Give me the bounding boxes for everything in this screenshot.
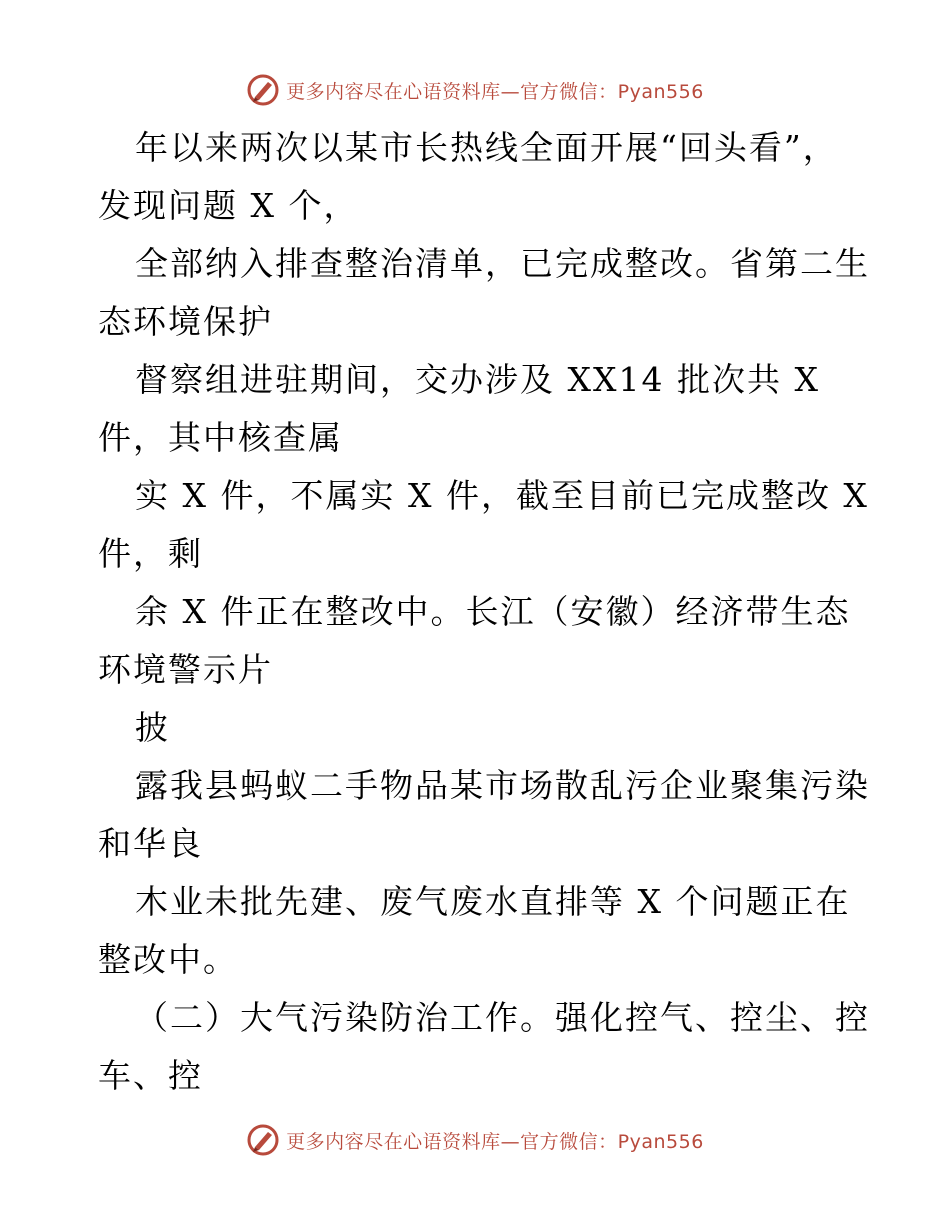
text-line: 和华良	[98, 824, 203, 863]
text-line: 披	[135, 708, 170, 747]
text-line: 件，剩	[98, 534, 203, 573]
text-line: 余 X 件正在整改中。长江（安徽）经济带生态	[135, 592, 851, 631]
pen-logo-icon	[246, 1123, 280, 1157]
text-line: 态环境保护	[98, 302, 273, 341]
text-line: （二）大气污染防治工作。强化控气、控尘、控	[135, 998, 870, 1037]
text-line: 件，其中核查属	[98, 418, 343, 457]
text-line: 车、控	[98, 1056, 203, 1095]
text-line: 整改中。	[98, 940, 238, 979]
text-line: 年以来两次以某市长热线全面开展“回头看”，	[135, 128, 838, 167]
text-line: 实 X 件，不属实 X 件，截至目前已完成整改 X	[135, 476, 869, 515]
watermark-text: 更多内容尽在心语资料库—官方微信：Pyan556	[286, 80, 704, 103]
text-line: 露我县蚂蚁二手物品某市场散乱污企业聚集污染	[135, 766, 870, 805]
watermark-text: 更多内容尽在心语资料库—官方微信：Pyan556	[286, 1130, 704, 1153]
text-line: 全部纳入排查整治清单，已完成整改。省第二生	[135, 244, 870, 283]
text-line: 环境警示片	[98, 650, 273, 689]
text-line: 督察组进驻期间，交办涉及 XX14 批次共 X	[135, 360, 820, 399]
text-line: 木业未批先建、废气废水直排等 X 个问题正在	[135, 882, 851, 921]
text-line: 发现问题 X 个，	[98, 186, 359, 225]
watermark-banner-bottom	[0, 1120, 950, 1160]
